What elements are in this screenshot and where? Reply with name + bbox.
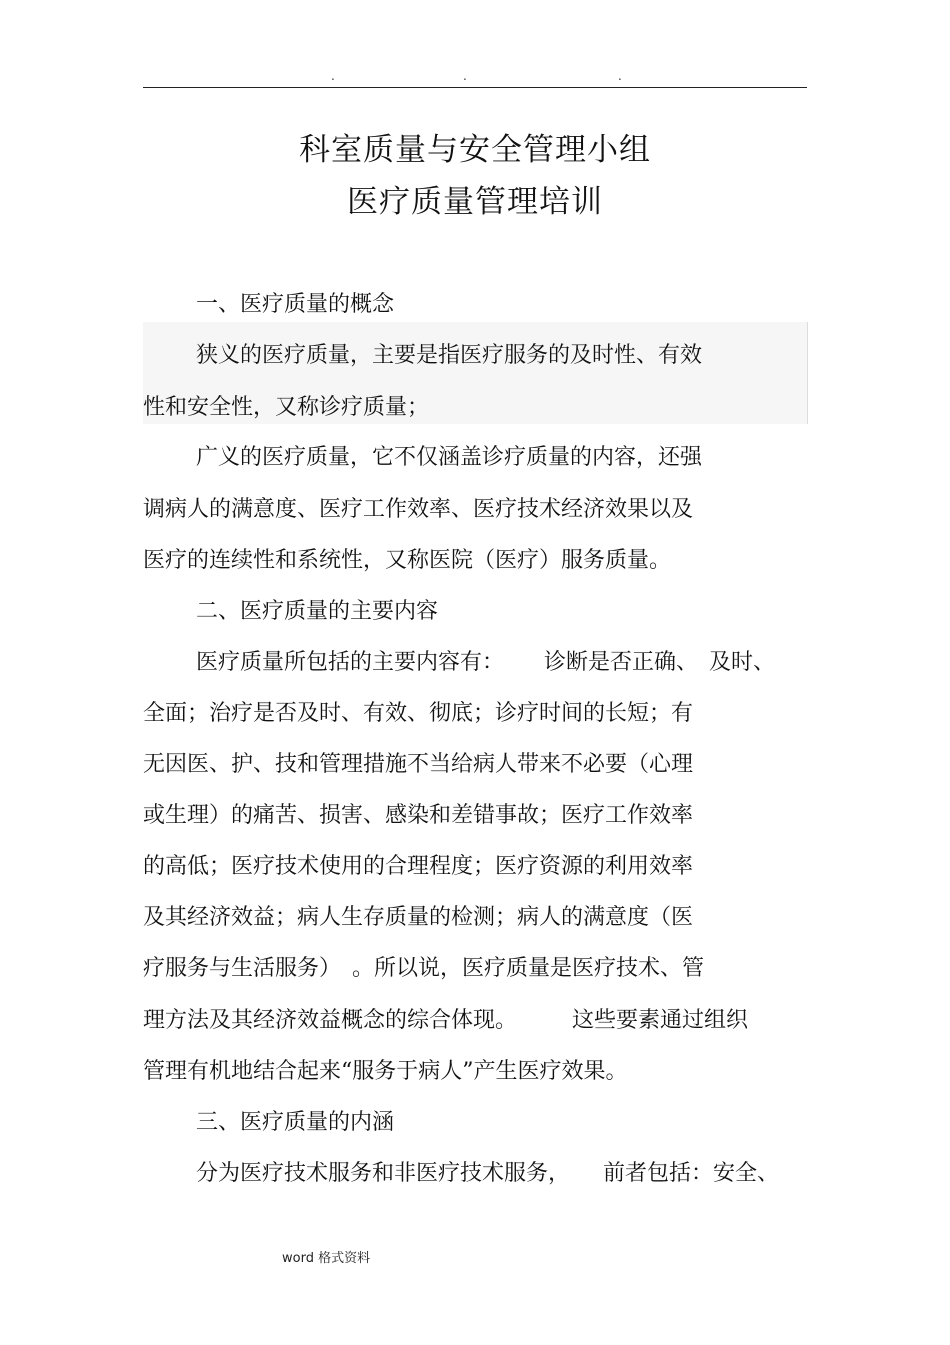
paragraph-line: 医疗质量所包括的主要内容有： 诊断是否正确、 及时、 bbox=[196, 650, 775, 675]
paragraph-line: 的高低；医疗技术使用的合理程度；医疗资源的利用效率 bbox=[143, 854, 694, 879]
paragraph-line: 医疗的连续性和系统性，又称医院（医疗）服务质量。 bbox=[143, 548, 672, 573]
paragraph-line: 分为医疗技术服务和非医疗技术服务， 前者包括：安全、 bbox=[196, 1161, 780, 1186]
paragraph-line: 调病人的满意度、医疗工作效率、医疗技术经济效果以及 bbox=[143, 497, 694, 522]
paragraph-line: 或生理）的痛苦、损害、感染和差错事故；医疗工作效率 bbox=[143, 803, 694, 828]
paragraph-line: 理方法及其经济效益概念的综合体现。 这些要素通过组织 bbox=[143, 1008, 749, 1033]
paragraph-line: 全面；治疗是否及时、有效、彻底；诊疗时间的长短；有 bbox=[143, 701, 694, 726]
document-title-line-2: 医疗质量管理培训 bbox=[347, 184, 603, 220]
document-title-line-1: 科室质量与安全管理小组 bbox=[299, 132, 651, 168]
paragraph-line: 疗服务与生活服务） 。所以说，医疗质量是医疗技术、管 bbox=[143, 956, 705, 981]
footer-label: word 格式资料 bbox=[282, 1251, 371, 1266]
paragraph-line: 狭义的医疗质量，主要是指医疗服务的及时性、有效 bbox=[196, 343, 703, 368]
section-heading-3: 三、医疗质量的内涵 bbox=[196, 1110, 395, 1135]
header-rule bbox=[143, 87, 807, 88]
header-dot-1: . bbox=[331, 69, 335, 83]
paragraph-line: 广义的医疗质量，它不仅涵盖诊疗质量的内容，还强 bbox=[196, 445, 703, 470]
paragraph-line: 管理有机地结合起来“服务于病人”产生医疗效果。 bbox=[143, 1059, 628, 1084]
header-dot-3: . bbox=[618, 69, 622, 83]
paragraph-line: 性和安全性，又称诊疗质量； bbox=[143, 395, 430, 420]
header-dot-2: . bbox=[463, 69, 467, 83]
paragraph-line: 及其经济效益；病人生存质量的检测；病人的满意度（医 bbox=[143, 905, 694, 930]
section-heading-2: 二、医疗质量的主要内容 bbox=[196, 599, 439, 624]
paragraph-line: 无因医、护、技和管理措施不当给病人带来不必要（心理 bbox=[143, 752, 694, 777]
section-heading-1: 一、医疗质量的概念 bbox=[196, 292, 395, 317]
